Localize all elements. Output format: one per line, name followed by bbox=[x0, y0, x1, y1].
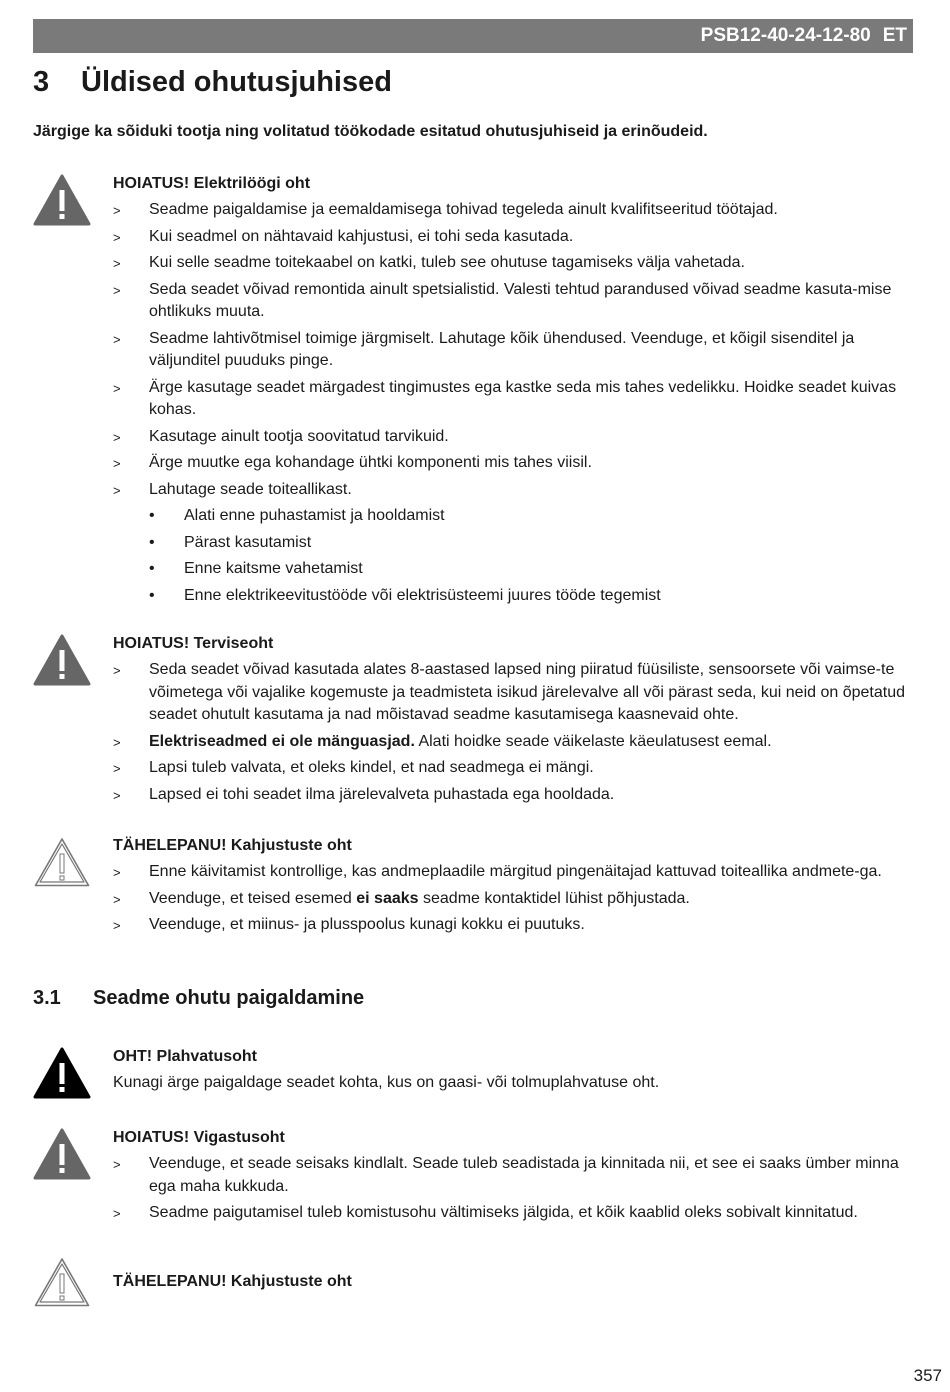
list-item bbox=[113, 888, 918, 911]
block-title: HOIATUS! Terviseoht bbox=[113, 635, 274, 652]
item-list bbox=[113, 199, 918, 501]
list-item: > Lapsi tuleb valvata, et oleks kindel, et nad seadmega ei mängi. bbox=[113, 757, 918, 780]
block-title: OHT! Plahvatusoht bbox=[113, 1048, 258, 1065]
list-item: > Veenduge, et seade seisaks kindlalt. Seade tuleb seadistada ja kinnitada nii, et see ei saaks ümber minna ega maha kukkuda. bbox=[113, 1153, 918, 1198]
sub-list-item: • Enne kaitsme vahetamist bbox=[113, 558, 918, 581]
list-item: > Lahutage seade toiteallikast. bbox=[113, 479, 918, 502]
item-list bbox=[113, 1153, 918, 1225]
header-bar bbox=[33, 19, 913, 53]
sub-list-item: • Enne elektrikeevitustööde või elektrisüsteemi juures tööde tegemist bbox=[113, 585, 918, 608]
warning-icon bbox=[33, 174, 91, 226]
bold-text: ei saaks bbox=[356, 889, 419, 907]
caution-icon bbox=[33, 836, 91, 888]
list-item: > Kui selle seadme toitekaabel on katki, tuleb see ohutuse tagamiseks välja vahetada. bbox=[113, 252, 918, 275]
list-item: > Seadme paigutamisel tuleb komistusohu vältimiseks jälgida, et kõik kaablid oleks sobivalt kinnitatud. bbox=[113, 1202, 918, 1225]
item-text: Veenduge, et teised esemed bbox=[149, 889, 357, 907]
sub-list-item: • Pärast kasutamist bbox=[113, 532, 918, 555]
chapter-number: 3 bbox=[33, 66, 50, 98]
warning-electric-shock bbox=[33, 173, 918, 611]
bold-text: Elektriseadmed ei ole mänguasjad. bbox=[149, 732, 415, 750]
list-item: > Seda seadet võivad remontida ainult spetsialistid. Valesti tehtud parandused võivad seadme kasuta-mise ohtlikuks muuta. bbox=[113, 279, 918, 324]
language-code: ET bbox=[882, 25, 907, 46]
model-code: PSB12-40-24-12-80 bbox=[700, 25, 871, 46]
list-item: > Seadme lahtivõtmisel toimige järgmiselt. Lahutage kõik ühendused. Veenduge, et kõigil sisenditel ja väljunditel puuduks pinge. bbox=[113, 328, 918, 373]
list-item bbox=[113, 731, 918, 754]
list-item: > Seda seadet võivad kasutada alates 8-aastased lapsed ning piiratud füüsiliste, sensoorsete või vaimse-te võimetega või vajalike kogemuste ja teadmisteta isikud järelevalve all või pärast seda, kui neid on õpetatud seadet ohutult kasutama ja nad mõistavad seadme kasutamisega kaasnevaid ohte. bbox=[113, 659, 918, 727]
item-list bbox=[113, 861, 918, 937]
list-item: > Kui seadmel on nähtavaid kahjustusi, ei tohi seda kasutada. bbox=[113, 226, 918, 249]
list-item: > Kasutage ainult tootja soovitatud tarvikuid. bbox=[113, 426, 918, 449]
chapter-title-text: Üldised ohutusjuhised bbox=[81, 66, 392, 98]
caution-damage bbox=[33, 835, 918, 941]
item-text: Alati hoidke seade väikelaste käeulatusest eemal. bbox=[414, 732, 772, 750]
section-title-text: Seadme ohutu paigaldamine bbox=[93, 987, 365, 1009]
block-title: TÄHELEPANU! Kahjustuste oht bbox=[113, 837, 352, 854]
section-title bbox=[33, 987, 364, 1010]
block-title: HOIATUS! Elektrilöögi oht bbox=[113, 175, 311, 192]
warning-icon bbox=[33, 1128, 91, 1180]
item-list bbox=[113, 659, 918, 806]
danger-explosion bbox=[33, 1046, 918, 1095]
list-item: > Veenduge, et miinus- ja plusspoolus kunagi kokku ei puutuks. bbox=[113, 914, 918, 937]
list-item: > Ärge kasutage seadet märgadest tingimustes ega kastke seda mis tahes vedelikku. Hoidke seadet kuivas kohas. bbox=[113, 377, 918, 422]
section-number: 3.1 bbox=[33, 987, 61, 1009]
sub-list-item: • Alati enne puhastamist ja hooldamist bbox=[113, 505, 918, 528]
list-item: > Lapsed ei tohi seadet ilma järelevalveta puhastada ega hooldada. bbox=[113, 784, 918, 807]
warning-injury bbox=[33, 1127, 918, 1229]
warning-icon bbox=[33, 634, 91, 686]
block-title: HOIATUS! Vigastusoht bbox=[113, 1129, 285, 1146]
item-text: seadme kontaktidel lühist põhjustada. bbox=[418, 889, 690, 907]
list-item: > Ärge muutke ega kohandage ühtki komponenti mis tahes viisil. bbox=[113, 452, 918, 475]
chapter-title bbox=[33, 66, 392, 99]
list-item: > Seadme paigaldamise ja eemaldamisega tohivad tegeleda ainult kvalifitseeritud töötajad. bbox=[113, 199, 918, 222]
list-item: > Enne käivitamist kontrollige, kas andmeplaadile märgitud pingenäitajad kattuvad toiteallika andmete-ga. bbox=[113, 861, 918, 884]
caution-icon bbox=[33, 1256, 91, 1308]
intro-text: Järgige ka sõiduki tootja ning volitatud töökodade esitatud ohutusjuhiseid ja erinõudeid. bbox=[33, 123, 708, 140]
danger-icon bbox=[33, 1047, 91, 1099]
warning-health bbox=[33, 633, 918, 810]
block-text: Kunagi ärge paigaldage seadet kohta, kus on gaasi- või tolmuplahvatuse oht. bbox=[113, 1074, 660, 1091]
block-title: TÄHELEPANU! Kahjustuste oht bbox=[113, 1273, 352, 1290]
page-number: 357 bbox=[913, 1366, 942, 1385]
sub-list bbox=[113, 505, 918, 607]
caution-damage bbox=[33, 1256, 918, 1297]
